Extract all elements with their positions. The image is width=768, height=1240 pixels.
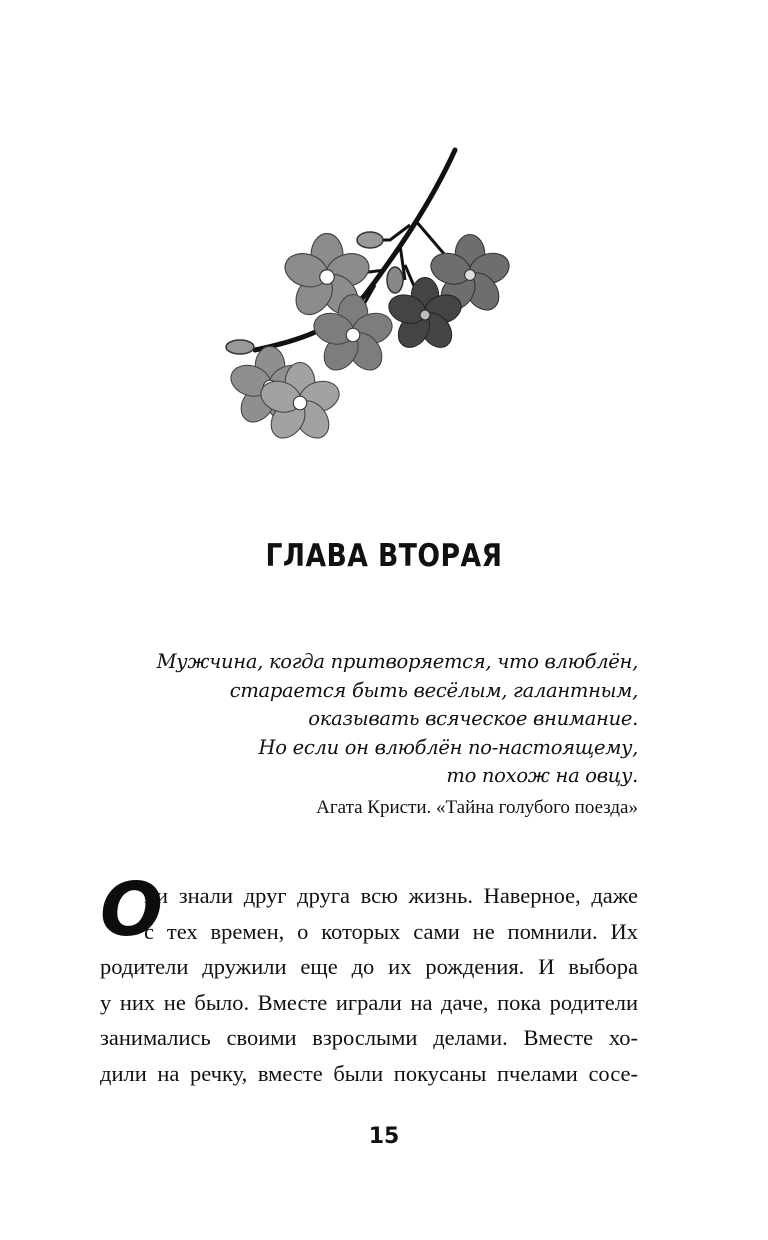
drop-cap: О	[100, 867, 163, 953]
body-text	[100, 867, 638, 1091]
epigraph-attribution: Агата Кристи. «Тайна голубого поезда»	[316, 796, 638, 818]
body-line: с тех времен, о которых сами не помнили. Их	[144, 918, 638, 944]
body-line: у них не было. Вместе играли на даче, пока родители	[100, 989, 638, 1015]
body-line: ни знали друг друга всю жизнь. Наверное, даже	[144, 883, 638, 908]
epigraph-line: Но если он влюблён по-настоящему,	[258, 735, 638, 759]
epigraph-line: Мужчина, когда притворяется, что влюблён,	[156, 650, 638, 673]
body-line: дили на речку, вместе были покусаны пчелами сосе-	[100, 1060, 638, 1086]
body-line: занимались своими взрослыми делами. Вместе хо-	[100, 1025, 638, 1050]
chapter-title: ГЛАВА ВТОРАЯ	[265, 538, 503, 574]
cherry-blossom-branch-icon	[215, 145, 515, 445]
epigraph-line: оказывать всяческое внимание.	[308, 707, 638, 730]
body-line: родители дружили еще до их рождения. И выбора	[100, 954, 638, 979]
page-number: 15	[368, 1124, 400, 1149]
epigraph-line: старается быть весёлым, галантным,	[229, 678, 638, 702]
epigraph	[157, 648, 638, 819]
epigraph-line: то похож на овцу.	[446, 764, 638, 787]
